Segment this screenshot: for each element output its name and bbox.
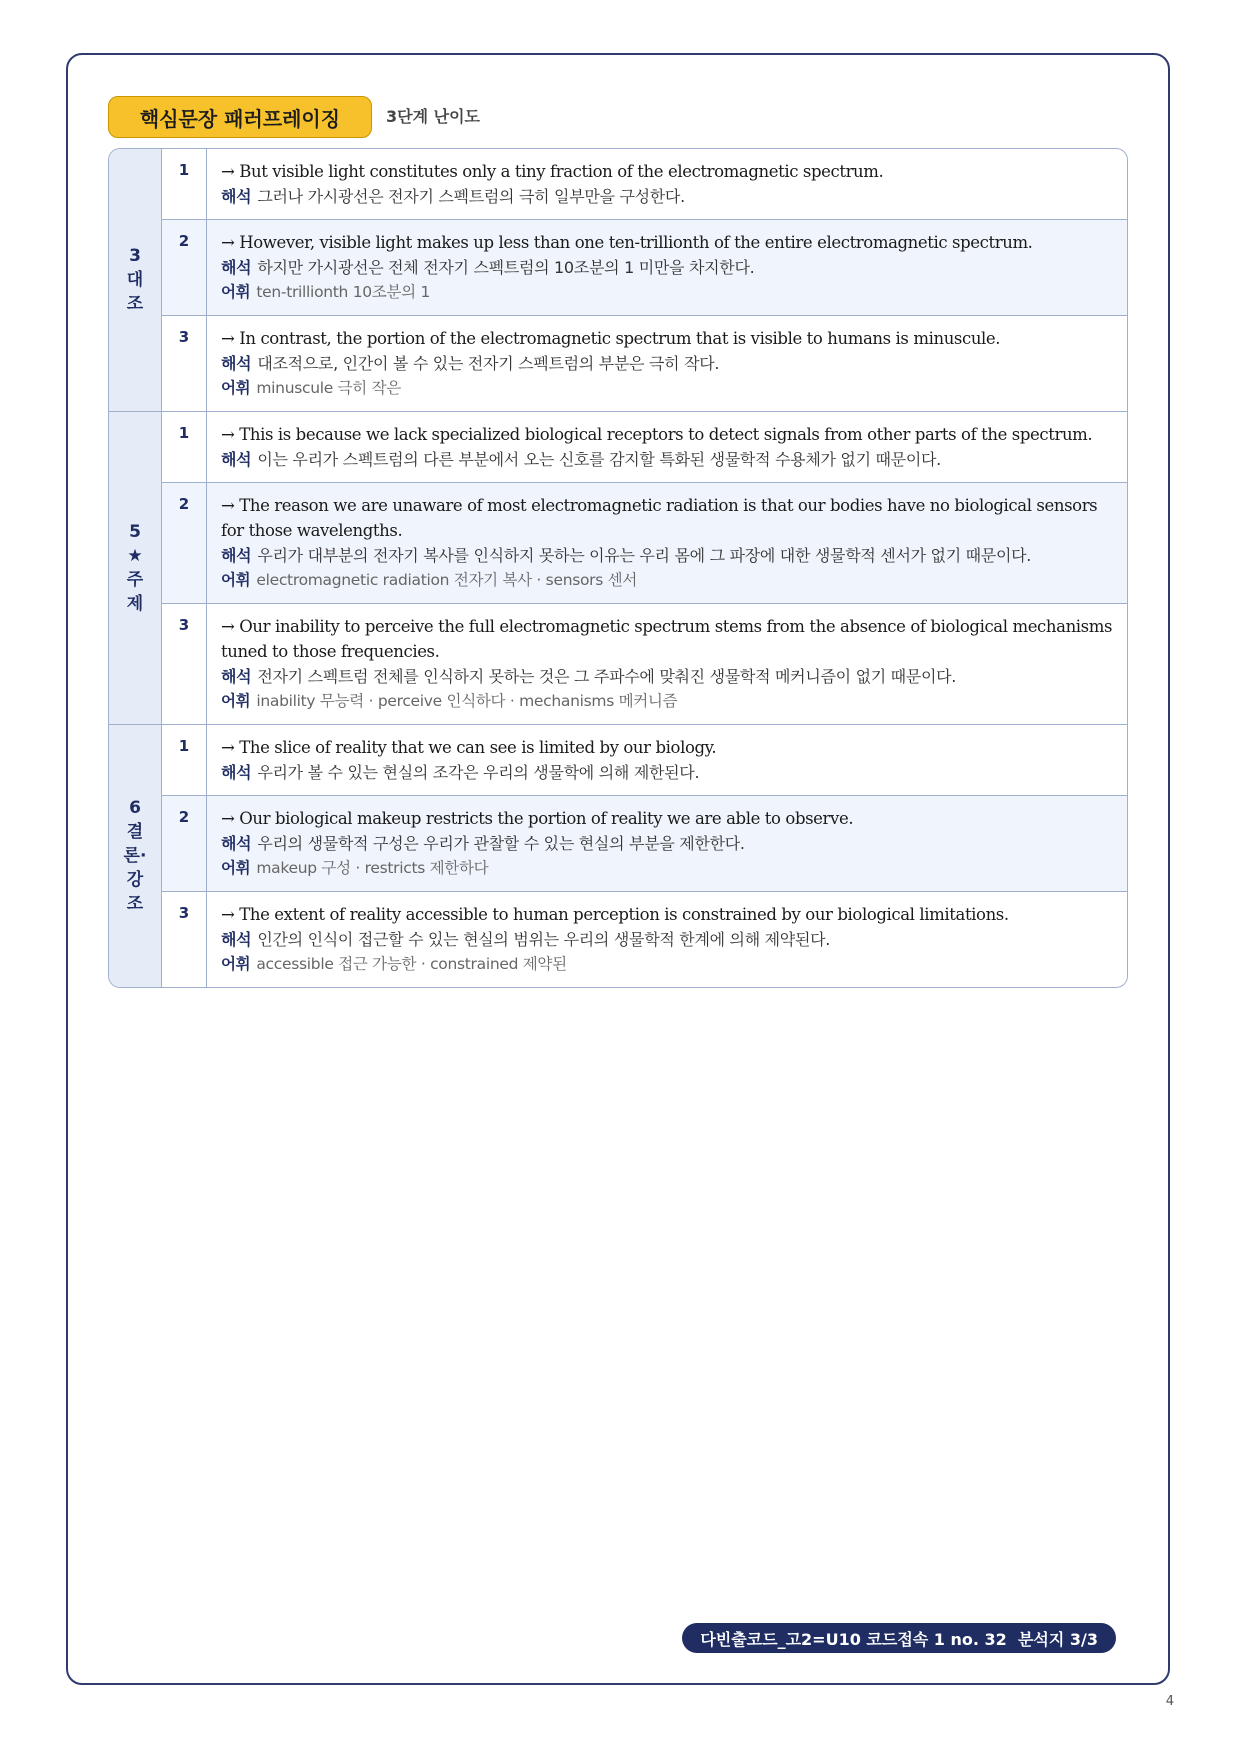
translation-line xyxy=(221,255,1115,280)
translation-line xyxy=(221,664,1115,689)
translation-text: 우리의 생물학적 구성은 우리가 관찰할 수 있는 현실의 부분을 제한한다. xyxy=(257,834,745,853)
row-content xyxy=(207,604,1127,724)
translation-line xyxy=(221,543,1115,568)
translation-text: 이는 우리가 스펙트럼의 다른 부분에서 오는 신호를 감지할 특화된 생물학적 수용체가 없기 때문이다. xyxy=(257,450,941,469)
section-title: 핵심문장 패러프레이징 xyxy=(139,106,341,131)
english-sentence: → The slice of reality that we can see is limited by our biology. xyxy=(221,738,717,757)
table-row xyxy=(162,315,1127,411)
translation-text: 하지만 가시광선은 전체 전자기 스펙트럼의 10조분의 1 미만을 차지한다. xyxy=(257,258,755,277)
english-sentence: → The extent of reality accessible to human perception is constrained by our biological limitations. xyxy=(221,905,1009,924)
table-row xyxy=(162,412,1127,482)
vocab-line xyxy=(221,376,1115,401)
row-content xyxy=(207,316,1127,411)
footer-code-badge xyxy=(682,1623,1116,1653)
vocab-text: minuscule 극히 작은 xyxy=(256,379,401,397)
sentence-group xyxy=(109,149,1127,411)
translation-tag: 해석 xyxy=(221,930,252,949)
translation-line xyxy=(221,351,1115,376)
vocab-tag: 어휘 xyxy=(221,692,251,710)
translation-line xyxy=(221,184,1115,209)
english-sentence: → Our biological makeup restricts the portion of reality we are able to observe. xyxy=(221,809,854,828)
group-rows xyxy=(162,149,1127,411)
row-number: 2 xyxy=(162,796,207,891)
table-row xyxy=(162,482,1127,603)
translation-line xyxy=(221,447,1115,472)
translation-text: 대조적으로, 인간이 볼 수 있는 전자기 스펙트럼의 부분은 극히 작다. xyxy=(257,354,720,373)
vocab-line xyxy=(221,952,1115,977)
row-content xyxy=(207,149,1127,219)
table-row xyxy=(162,891,1127,987)
group-label: 6 결 론· 강 조 xyxy=(109,725,162,987)
translation-line xyxy=(221,927,1115,952)
vocab-text: electromagnetic radiation 전자기 복사 · sensors 센서 xyxy=(256,571,638,589)
row-content xyxy=(207,412,1127,482)
section-title-badge xyxy=(108,96,372,138)
english-sentence: → However, visible light makes up less than one ten-trillionth of the entire electromagnetic spectrum. xyxy=(221,233,1033,252)
footer-code: 다빈출코드_고2=U10 코드접속 1 no. 32 분석지 3/3 xyxy=(700,1629,1098,1649)
translation-tag: 해석 xyxy=(221,546,252,565)
row-content xyxy=(207,725,1127,795)
sentence-group xyxy=(109,411,1127,724)
sentence-group xyxy=(109,724,1127,987)
translation-tag: 해석 xyxy=(221,763,252,782)
translation-text: 그러나 가시광선은 전자기 스펙트럼의 극히 일부만을 구성한다. xyxy=(257,187,685,206)
row-content xyxy=(207,483,1127,603)
english-sentence: → Our inability to perceive the full electromagnetic spectrum stems from the absence of biological mechanisms tuned to those frequencies. xyxy=(221,617,1113,661)
table-row xyxy=(162,219,1127,315)
row-number: 2 xyxy=(162,483,207,603)
table-row xyxy=(162,603,1127,724)
english-sentence: → The reason we are unaware of most electromagnetic radiation is that our bodies have no biological sensors for those wavelengths. xyxy=(221,496,1098,540)
vocab-tag: 어휘 xyxy=(221,955,251,973)
translation-tag: 해석 xyxy=(221,354,252,373)
translation-text: 우리가 대부분의 전자기 복사를 인식하지 못하는 이유는 우리 몸에 그 파장에 대한 생물학적 센서가 없기 때문이다. xyxy=(257,546,1032,565)
group-rows xyxy=(162,412,1127,724)
row-number: 2 xyxy=(162,220,207,315)
row-number: 3 xyxy=(162,892,207,987)
row-content xyxy=(207,892,1127,987)
vocab-text: inability 무능력 · perceive 인식하다 · mechanisms 메커니즘 xyxy=(256,692,678,710)
vocab-text: accessible 접근 가능한 · constrained 제약된 xyxy=(256,955,567,973)
translation-tag: 해석 xyxy=(221,834,252,853)
translation-tag: 해석 xyxy=(221,258,252,277)
english-sentence: → In contrast, the portion of the electromagnetic spectrum that is visible to humans is minuscule. xyxy=(221,329,1001,348)
translation-text: 인간의 인식이 접근할 수 있는 현실의 범위는 우리의 생물학적 한계에 의해 제약된다. xyxy=(257,930,831,949)
translation-tag: 해석 xyxy=(221,187,252,206)
group-label: 3 대 조 xyxy=(109,149,162,411)
vocab-tag: 어휘 xyxy=(221,859,251,877)
row-number: 1 xyxy=(162,149,207,219)
translation-tag: 해석 xyxy=(221,667,252,686)
paraphrase-table xyxy=(108,148,1128,988)
row-content xyxy=(207,220,1127,315)
row-content xyxy=(207,796,1127,891)
translation-text: 전자기 스펙트럼 전체를 인식하지 못하는 것은 그 주파수에 맞춰진 생물학적 메커니즘이 없기 때문이다. xyxy=(257,667,957,686)
group-label: 5 ★ 주 제 xyxy=(109,412,162,724)
group-rows xyxy=(162,725,1127,987)
row-number: 1 xyxy=(162,412,207,482)
vocab-tag: 어휘 xyxy=(221,571,251,589)
vocab-text: ten-trillionth 10조분의 1 xyxy=(256,283,431,301)
vocab-line xyxy=(221,280,1115,305)
translation-text: 우리가 볼 수 있는 현실의 조각은 우리의 생물학에 의해 제한된다. xyxy=(257,763,700,782)
vocab-tag: 어휘 xyxy=(221,379,251,397)
vocab-line xyxy=(221,856,1115,881)
table-row xyxy=(162,725,1127,795)
row-number: 3 xyxy=(162,604,207,724)
english-sentence: → This is because we lack specialized biological receptors to detect signals from other parts of the spectrum. xyxy=(221,425,1093,444)
translation-tag: 해석 xyxy=(221,450,252,469)
page-number: 4 xyxy=(1165,1694,1174,1709)
table-row xyxy=(162,795,1127,891)
vocab-text: makeup 구성 · restricts 제한하다 xyxy=(256,859,489,877)
vocab-line xyxy=(221,689,1115,714)
vocab-line xyxy=(221,568,1115,593)
vocab-tag: 어휘 xyxy=(221,283,251,301)
row-number: 3 xyxy=(162,316,207,411)
difficulty-level: 3단계 난이도 xyxy=(386,107,480,126)
translation-line xyxy=(221,831,1115,856)
translation-line xyxy=(221,760,1115,785)
english-sentence: → But visible light constitutes only a tiny fraction of the electromagnetic spectrum. xyxy=(221,162,884,181)
row-number: 1 xyxy=(162,725,207,795)
table-row xyxy=(162,149,1127,219)
